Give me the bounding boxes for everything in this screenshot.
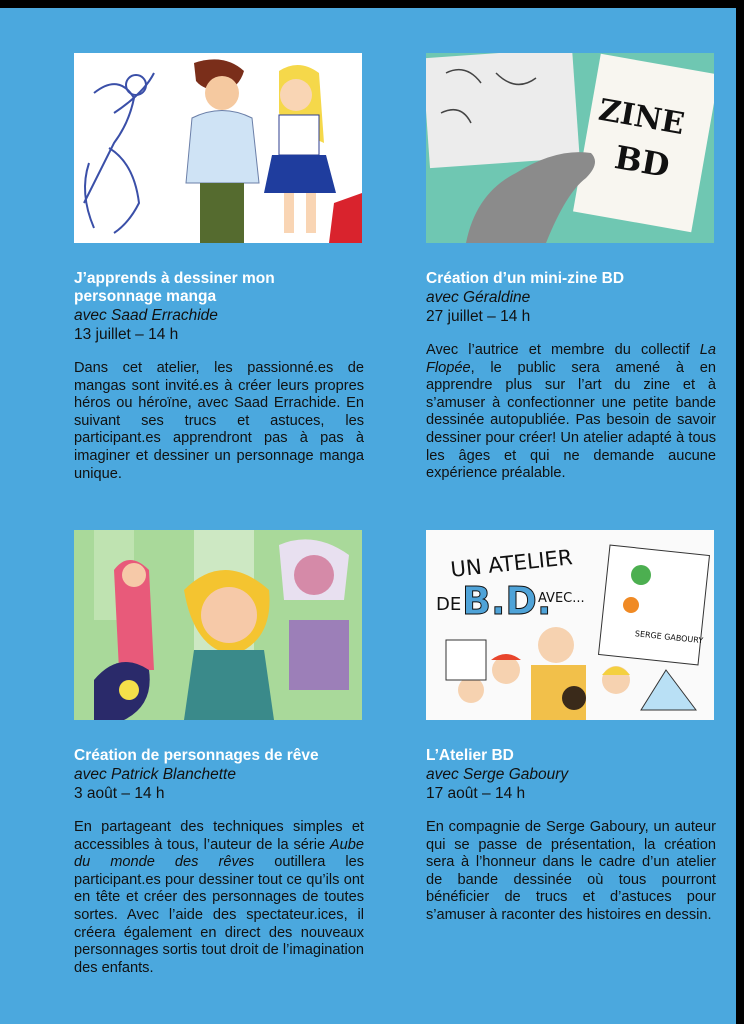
dream-characters-illustration bbox=[74, 530, 362, 720]
art-title-de: DE bbox=[436, 594, 462, 615]
workshop-card-manga bbox=[74, 53, 364, 483]
workshop-author: avec Géraldine bbox=[426, 289, 531, 306]
workshop-title: Création d’un mini-zine BD bbox=[426, 270, 625, 287]
workshop-title: Création de personnages de rêve bbox=[74, 747, 319, 764]
atelier-bd-illustration bbox=[426, 530, 714, 720]
manga-illustration bbox=[74, 53, 362, 243]
workshop-description: Avec l’autrice et membre du collectif La Flopée, le public sera amené à en apprendre plus sur l’art du zine et à s’amuser à confectionner une petite bande dessinée autopubliée. Pas besoin de savoir dessiner pour créer! Un atelier adapté à tous les âges et qui ne demande aucune expérience préalable. bbox=[426, 342, 716, 482]
workshop-description: En compagnie de Serge Gaboury, un auteur qui se passe de présentation, la création sera à l’honneur dans le cadre d’un atelier de bande dessinée où tous pourront bénéficier de trucs et d’astuces pour s’amuser à raconter des histoires en dessin. bbox=[426, 819, 716, 923]
art-title-avec: AVEC... bbox=[538, 591, 585, 606]
zine-photo bbox=[426, 53, 714, 243]
workshop-date: 3 août – 14 h bbox=[74, 785, 165, 802]
workshop-author: avec Serge Gaboury bbox=[426, 766, 569, 783]
workshop-title: J’apprends à dessiner mon personnage manga bbox=[74, 270, 275, 305]
workshop-card-dream-characters bbox=[74, 530, 364, 977]
workshop-card-atelier-bd bbox=[426, 530, 716, 925]
art-title-line1: UN ATELIER bbox=[449, 545, 574, 582]
workshop-description: En partageant des techniques simples et accessibles à tous, l’auteur de la série Aube du monde des rêves outillera les participant.es pour dessiner tout ce qu’ils ont en tête et créer des personnages de toutes sortes. Avec l’aide des spectateur.ices, il créera également en direct des nouveaux personnages sortis tout droit de l’imagination des enfants. bbox=[74, 819, 364, 976]
zine-card-line2: BD bbox=[611, 138, 673, 186]
page bbox=[0, 8, 736, 1024]
workshop-author: avec Saad Errachide bbox=[74, 307, 218, 324]
art-title-bd: B.D. bbox=[462, 579, 552, 623]
zine-card-line1: ZINE bbox=[596, 92, 688, 143]
art-signature: SERGE GABOURY bbox=[634, 629, 704, 646]
workshop-date: 17 août – 14 h bbox=[426, 785, 526, 802]
workshop-date: 27 juillet – 14 h bbox=[426, 308, 531, 325]
workshop-card-zine bbox=[426, 53, 716, 483]
workshop-author: avec Patrick Blanchette bbox=[74, 766, 236, 783]
workshop-date: 13 juillet – 14 h bbox=[74, 326, 179, 343]
workshop-title: L’Atelier BD bbox=[426, 747, 514, 764]
workshop-description: Dans cet atelier, les passionné.es de mangas sont invité.es à créer leurs propres héros ou héroïne, avec Saad Errachide. En suivant ses trucs et astuces, les participant.es apprendront pas à pas à imaginer et dessiner un personnage manga unique. bbox=[74, 360, 364, 482]
